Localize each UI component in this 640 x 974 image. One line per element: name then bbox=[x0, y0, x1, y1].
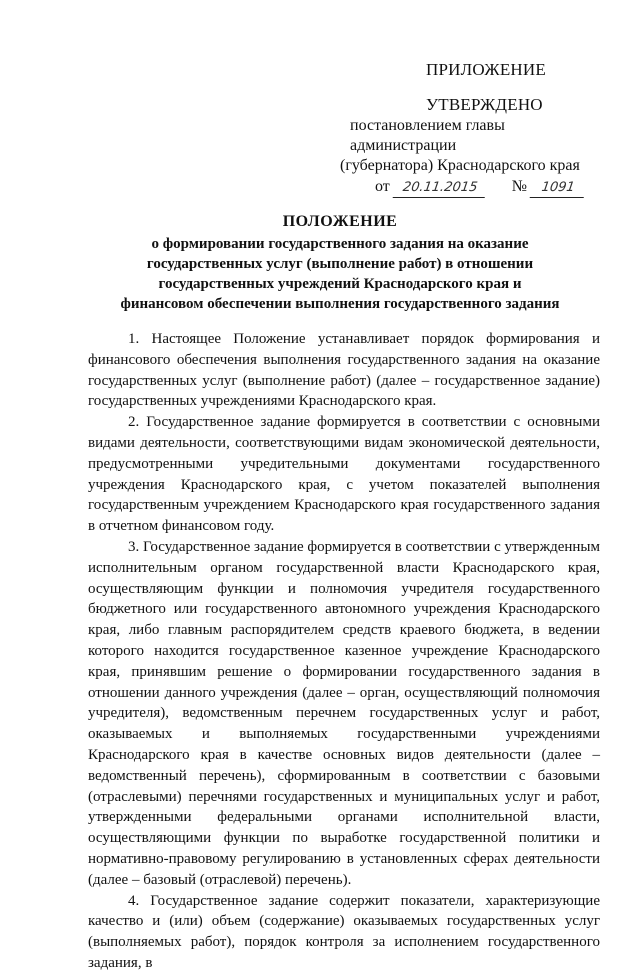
title-line-3: государственных учреждений Краснодарского края и bbox=[158, 276, 522, 292]
date-prefix: от bbox=[375, 178, 390, 195]
document-heading bbox=[60, 212, 620, 314]
paragraph-2: 2. Государственное задание формируется в соответствии с основными видами деятельности, соответствующими видам экономической деятельности, предусмотренными учредительными документами государственного учреждения Краснодарского края, с учетом показателей выполнения государственным учреждением Краснодарского края государственного задания в отчетном финансовом году. bbox=[88, 414, 600, 535]
approval-block bbox=[340, 94, 610, 198]
title-line-1: о формировании государственного задания на оказание bbox=[151, 236, 529, 252]
title-line-4: финансовом обеспечении выполнения государственного задания bbox=[120, 296, 560, 312]
appendix-label: ПРИЛОЖЕНИЕ bbox=[426, 60, 546, 79]
number-prefix: № bbox=[511, 178, 528, 195]
approval-line-2: (губернатора) Краснодарского края bbox=[340, 157, 580, 174]
date-number-row bbox=[375, 176, 610, 198]
approved-label: УТВЕРЖДЕНО bbox=[426, 95, 543, 114]
date-value: 20.11.2015 bbox=[392, 179, 487, 198]
paragraph-3: 3. Государственное задание формируется в соответствии с утвержденным исполнительным органом государственной власти Краснодарского края, осуществляющим функции и полномочия учредителя государственного бюджетного или государственного автономного учреждения Краснодарского края, либо главным распорядителем средств краевого бюджета, в ведении которого находится государственное казенное учреждение Краснодарского края, принявшим решение о формировании государственного задания в отношении данного учреждения (далее – орган, осуществляющий полномочия учредителя), ведомственным перечнем государственных услуг и работ, оказываемых и выполняемых государственными учреждениями Краснодарского края в качестве основных видов деятельности (далее – ведомственный перечень), сформированным в соответствии с базовыми (отраслевыми) перечнями государственных и муниципальных услуг и работ, утвержденными федеральными органами исполнительной власти, осуществляющими функции по выработке государственной политики и нормативно-правовому регулированию в установленных сферах деятельности (далее – базовый (отраслевой) перечень). bbox=[88, 538, 600, 888]
number-value: 1091 bbox=[530, 179, 587, 198]
document-body bbox=[88, 329, 600, 974]
document-title: ПОЛОЖЕНИЕ bbox=[282, 213, 398, 230]
paragraph-1: 1. Настоящее Положение устанавливает порядок формирования и финансового обеспечения выполнения государственного задания на оказание государственных услуг (выполнение работ) (далее – государственное задание) государственных учреждениями Краснодарского края. bbox=[88, 331, 600, 410]
paragraph-4: 4. Государственное задание содержит показатели, характеризующие качество и (или) объем (содержание) оказываемых государственных услуг (выполняемых работ), порядок контроля за исполнением государственного задания, в bbox=[88, 892, 600, 971]
title-line-2: государственных услуг (выполнение работ) в отношении bbox=[146, 256, 534, 272]
approval-line-1: постановлением главы администрации bbox=[350, 117, 505, 154]
